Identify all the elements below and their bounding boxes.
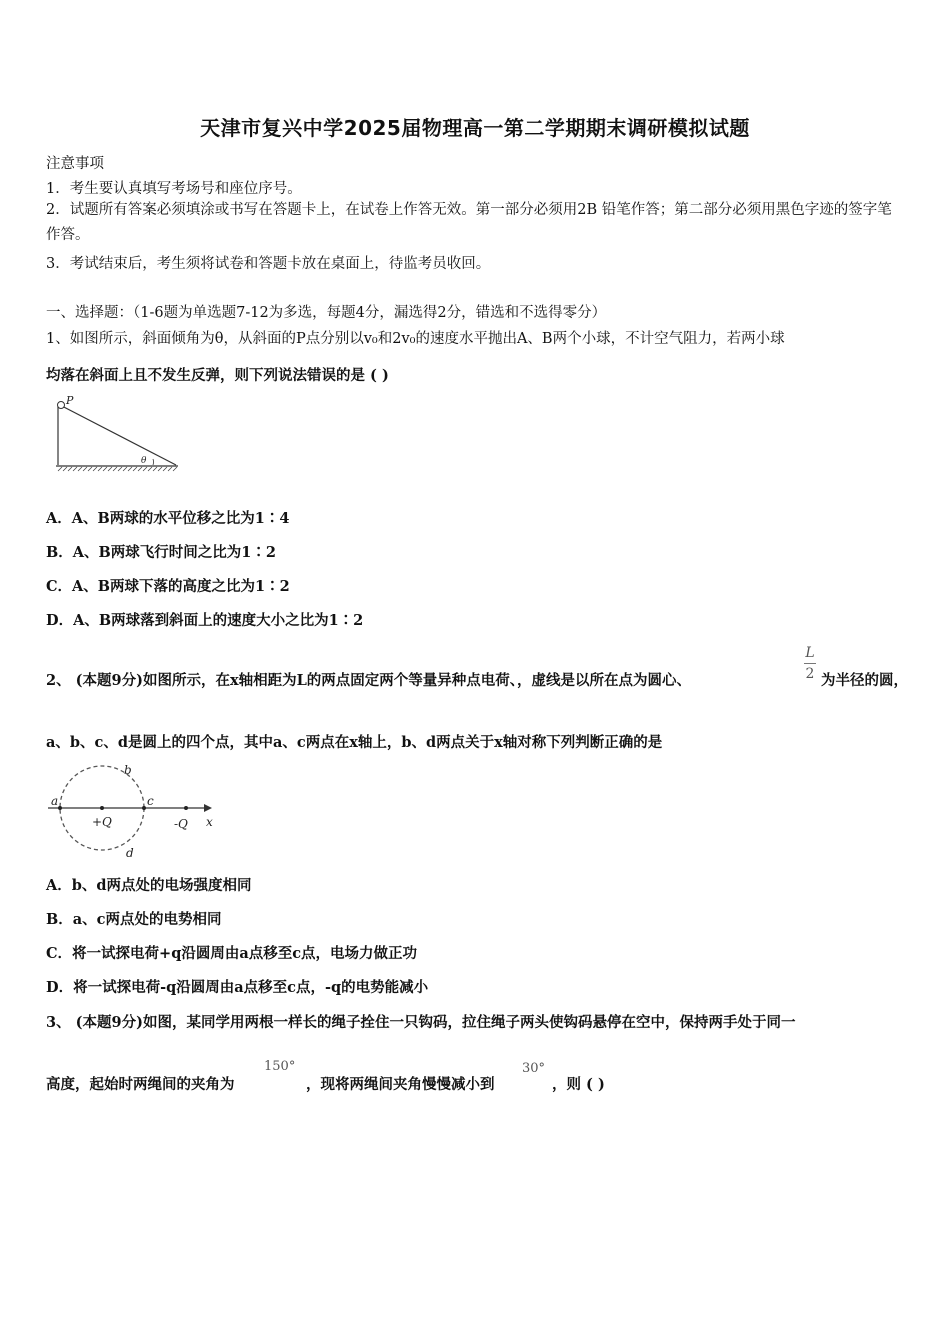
notice-heading: 注意事项 [46, 156, 104, 172]
q2-label-minus-q: -Q [174, 817, 188, 831]
section-heading: 一、选择题：（1-6题为单选题7-12为多选，每题4分，漏选得2分，错选和不选得零分） [46, 305, 607, 321]
q1-option-c: C．A、B两球下落的高度之比为1∶2 [46, 578, 290, 595]
q2-option-d: D．将一试探电荷-q沿圆周由a点移至c点，-q的电势能减小 [46, 979, 429, 996]
q1-ball-at-p [58, 402, 65, 409]
q2-label-d: d [126, 846, 134, 860]
q1-stem-line2: 均落在斜面上且不发生反弹，则下列说法错误的是 ( ) [46, 367, 389, 384]
q2-label-c: c [147, 794, 154, 808]
notice-item-3: 3．考试结束后，考生须将试卷和答题卡放在桌面上，待监考员收回。 [46, 256, 491, 272]
q2-charge-figure [44, 760, 224, 864]
q2-frac-num: L [805, 645, 815, 661]
q2-stem-line1a: 2、 (本题9分)如图所示，在x轴相距为L的两点固定两个等量异种点电荷、，虚线是以所在点为圆心、 [46, 672, 692, 689]
q2-point-pq [100, 806, 104, 810]
q3-stem-line1: 3、 (本题9分)如图，某同学用两根一样长的绳子拴住一只钩码，拉住绳子两头使钩码悬停在空中，保持两手处于同一 [46, 1014, 796, 1031]
q2-point-c [142, 806, 146, 810]
q2-label-a: a [51, 794, 59, 808]
q2-point-nq [184, 806, 188, 810]
q2-option-b: B．a、c两点处的电势相同 [46, 911, 222, 928]
q2-frac-bar [804, 663, 816, 664]
q2-stem-line2: a、b、c、d是圆上的四个点，其中a、c两点在x轴上，b、d两点关于x轴对称下列判断正确的是 [46, 734, 663, 751]
q1-label-theta: θ [141, 456, 147, 466]
q2-label-plus-q: +Q [92, 815, 112, 829]
q3-stem-line2c: ，则 ( ) [552, 1076, 605, 1093]
q1-option-b: B．A、B两球飞行时间之比为1∶2 [46, 544, 276, 561]
q1-option-a: A．A、B两球的水平位移之比为1∶4 [46, 510, 290, 527]
q3-stem-line2a: 高度，起始时两绳间的夹角为 [46, 1076, 235, 1093]
notice-item-1: 1．考生要认真填写考场号和座位序号。 [46, 181, 302, 197]
q2-label-x: x [206, 815, 213, 829]
q2-option-a: A．b、d两点处的电场强度相同 [46, 877, 252, 894]
q2-label-b: b [124, 763, 132, 777]
q3-angle-end: 30° [522, 1061, 546, 1076]
q2-option-c: C．将一试探电荷+q沿圆周由a点移至c点，电场力做正功 [46, 945, 418, 962]
q1-angle-arc [153, 459, 154, 465]
notice-item-2: 2．试题所有答案必须填涂或书写在答题卡上，在试卷上作答无效。第一部分必须用2B 铅笔作答；第二部分必须用黑色字迹的签字笔作答。 [46, 202, 892, 243]
q1-ground-hatch [58, 467, 177, 471]
q2-point-a [58, 806, 62, 810]
q3-angle-start: 150° [264, 1059, 296, 1074]
q1-option-d: D．A、B两球落到斜面上的速度大小之比为1∶2 [46, 612, 364, 629]
q1-incline-figure [50, 392, 185, 477]
q2-frac-den: 2 [805, 666, 815, 682]
q2-x-arrow [204, 804, 212, 812]
q1-incline-surface [58, 404, 176, 465]
q2-stem-line1b: 为半径的圆， [821, 672, 908, 689]
page-title: 天津市复兴中学2025届物理高一第二学期期末调研模拟试题 [200, 116, 750, 140]
q3-stem-line2b: ，现将两绳间夹角慢慢减小到 [306, 1076, 495, 1093]
q1-stem-line1: 1、如图所示，斜面倾角为θ，从斜面的P点分别以v₀和2v₀的速度水平抛出A、B两个小球，不计空气阻力，若两小球 [46, 331, 785, 347]
q2-fraction [801, 644, 819, 683]
q1-label-p: P [66, 394, 74, 407]
